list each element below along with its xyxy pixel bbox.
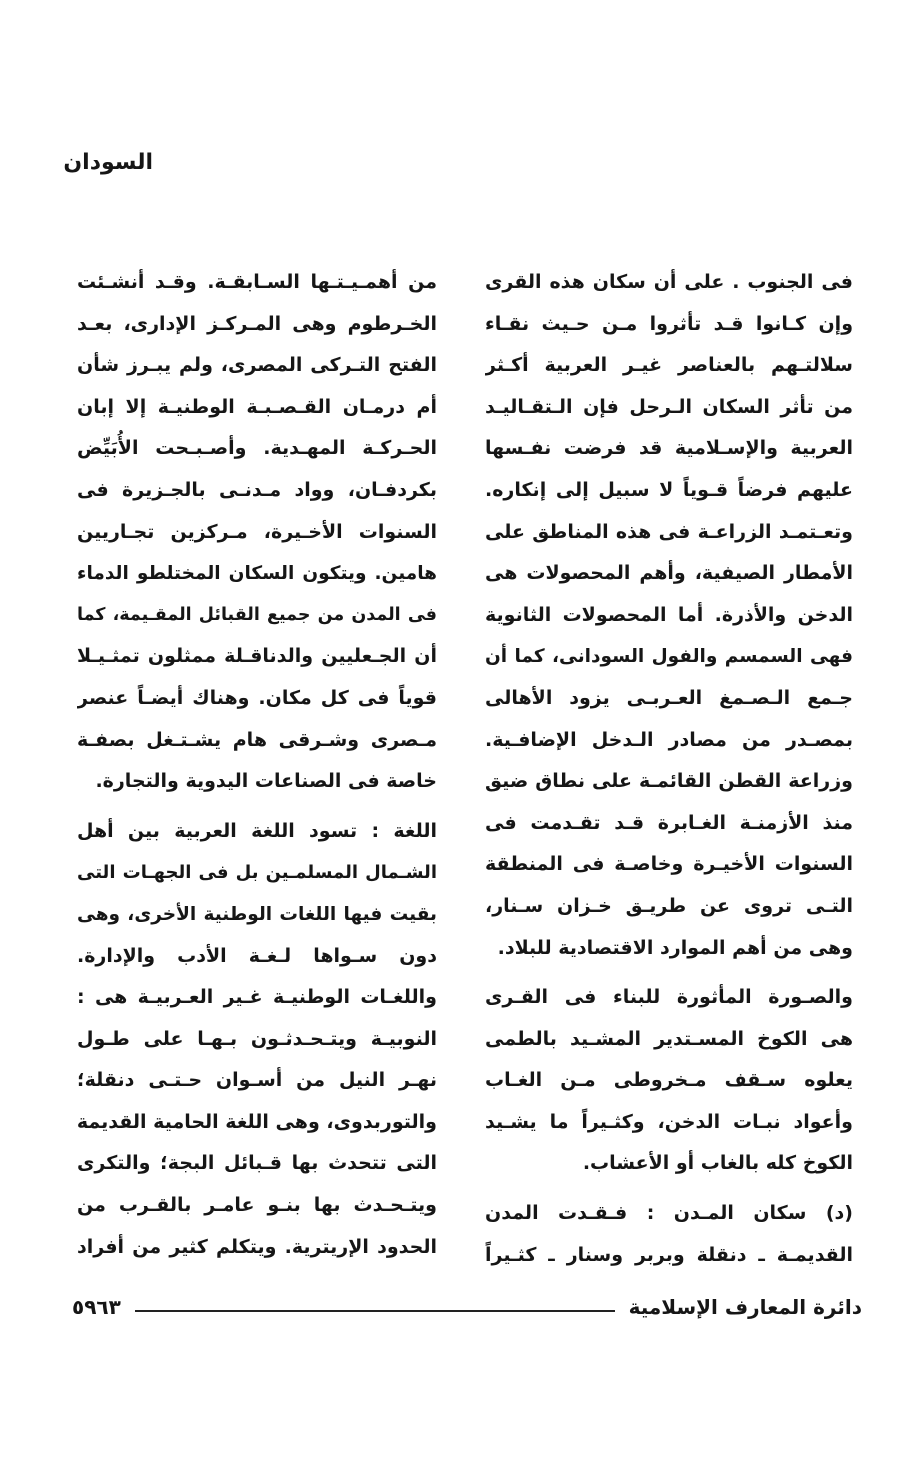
right-column xyxy=(485,262,853,1276)
text-line: والصـورة المأثورة للبناء فى القـرى xyxy=(485,986,853,1009)
left-column xyxy=(77,262,437,1268)
text-line: الحدود الإريترية. ويتكلم كثير من أفراد xyxy=(77,1235,437,1258)
page-footer xyxy=(72,1292,862,1322)
text-line: العربية والإسـلامية قد فرضت نفـسها xyxy=(485,437,853,460)
text-line: الفتح التـركى المصرى، ولم يبـرز شأن xyxy=(77,354,437,377)
text-line: منذ الأزمنـة الغـابرة قـد تقـدمت فى xyxy=(485,811,853,834)
paragraph xyxy=(485,262,853,969)
text-line: (د) سكان المـدن : فـقـدت المدن xyxy=(485,1202,853,1225)
text-line: خاصة فى الصناعات اليدوية والتجارة. xyxy=(95,770,437,793)
text-line: جـمع الـصـمغ العـربـى يزود الأهالى xyxy=(485,686,853,709)
footer-rule xyxy=(135,1310,615,1312)
text-line: بكردفـان، وواد مـدنـى بالجـزيرة فى xyxy=(77,478,437,501)
text-line: اللغة : تسود اللغة العربية بين أهل xyxy=(77,819,437,842)
text-line: فهى السمسم والفول السودانى، كما أن xyxy=(485,646,853,668)
text-line: التى تتحدث بها قـبائل البجة؛ والتكرى xyxy=(77,1152,437,1175)
footer-journal-name: دائرة المعارف الإسلامية xyxy=(628,1295,862,1319)
text-line: فى الجنوب . على أن سكان هذه القرى xyxy=(485,271,853,293)
text-line: هامين. ويتكون السكان المختلطو الدماء xyxy=(77,563,437,585)
text-line: يعلوه سـقف مـخروطى مـن الغـاب xyxy=(485,1069,853,1092)
text-line: وأعواد نبـات الدخن، وكثـيراً ما يشـيد xyxy=(485,1110,853,1133)
text-line: الأمطار الصيفية، وأهم المحصولات هى xyxy=(485,562,853,585)
running-head-title: السودان xyxy=(63,150,153,175)
text-line: هى الكوخ المسـتدير المشـيد بالطمى xyxy=(485,1027,853,1050)
text-line: دون سـواها لـغـة الأدب والإدارة. xyxy=(77,944,437,967)
text-line: القديمـة ـ دنقلة وبربر وسنار ـ كثـيراً xyxy=(485,1243,853,1266)
text-line: قوياً فى كل مكان. وهناك أيضـاً عنصر xyxy=(77,686,437,709)
text-line: وتعـتمـد الزراعـة فى هذه المناطق على xyxy=(485,520,853,543)
page-number: ٥٩٦٣ xyxy=(72,1295,121,1319)
text-line: واللغـات الوطنيـة غـير العـربيـة هى : xyxy=(77,986,437,1009)
text-line: والتوربدوى، وهى اللغة الحامية القديمة xyxy=(77,1110,437,1133)
text-line: أن الجـعليين والدناقـلة ممثلون تمثـيـلا xyxy=(77,645,437,668)
text-line: عليهم فرضاً قـوياً لا سبيل إلى إنكاره. xyxy=(485,478,853,501)
text-line: التـى تروى عن طريـق خـزان سـنار، xyxy=(485,894,853,917)
text-line: من تأثر السكان الـرحل فإن الـتقـاليـد xyxy=(485,395,853,418)
text-line: وزراعة القطن القائمـة على نطاق ضيق xyxy=(485,770,853,793)
text-line: مـصرى وشـرقى هام يشـتـغل بصفـة xyxy=(77,728,437,751)
paragraph xyxy=(485,977,853,1185)
text-line: وهى من أهم الموارد الاقتصادية للبلاد. xyxy=(497,936,853,959)
paragraph xyxy=(77,262,437,803)
text-line: السنوات الأخيـرة وخاصـة فى المنطقة xyxy=(485,853,853,876)
text-line: ويتـحـدث بها بنـو عامـر بالقـرب من xyxy=(77,1194,437,1217)
text-line: سلالتـهم بالعناصر غيـر العربية أكـثر xyxy=(485,354,853,377)
text-line: الحـركـة المهـدية. وأصـبـحت الأُبَيِّض xyxy=(77,437,437,460)
text-line: الشـمال المسلمـين بل فى الجهـات التى xyxy=(77,862,437,884)
text-line: بقيت فيها اللغات الوطنية الأخرى، وهى xyxy=(77,903,437,925)
text-line: وإن كـانوا قـد تأثروا مـن حـيث نقـاء xyxy=(485,312,853,335)
paragraph xyxy=(485,1193,853,1276)
paragraph xyxy=(77,811,437,1269)
text-line: فى المدن من جميع القبائل المقـيمة، كما xyxy=(77,604,437,625)
text-line: الدخن والأذرة. أما المحصولات الثانوية xyxy=(485,603,853,626)
text-line: النوبيـة ويتـحـدثـون بـهـا على طـول xyxy=(77,1027,437,1050)
text-line: بمصـدر من مصادر الـدخل الإضافـية. xyxy=(485,728,853,751)
text-line: الكوخ كله بالغاب أو الأعشاب. xyxy=(582,1152,853,1175)
text-line: نهـر النيل من أسـوان حـتـى دنقلة؛ xyxy=(77,1069,437,1092)
text-line: السنوات الأخـيرة، مـركزين تجـاريين xyxy=(77,520,437,543)
text-line: أم درمـان القـصـبـة الوطنيـة إلا إبان xyxy=(77,395,437,418)
text-line: الخـرطوم وهى المـركـز الإدارى، بعـد xyxy=(77,312,437,335)
text-line: من أهمـيـتـها السـابقـة. وقـد أنشـئت xyxy=(77,271,437,293)
